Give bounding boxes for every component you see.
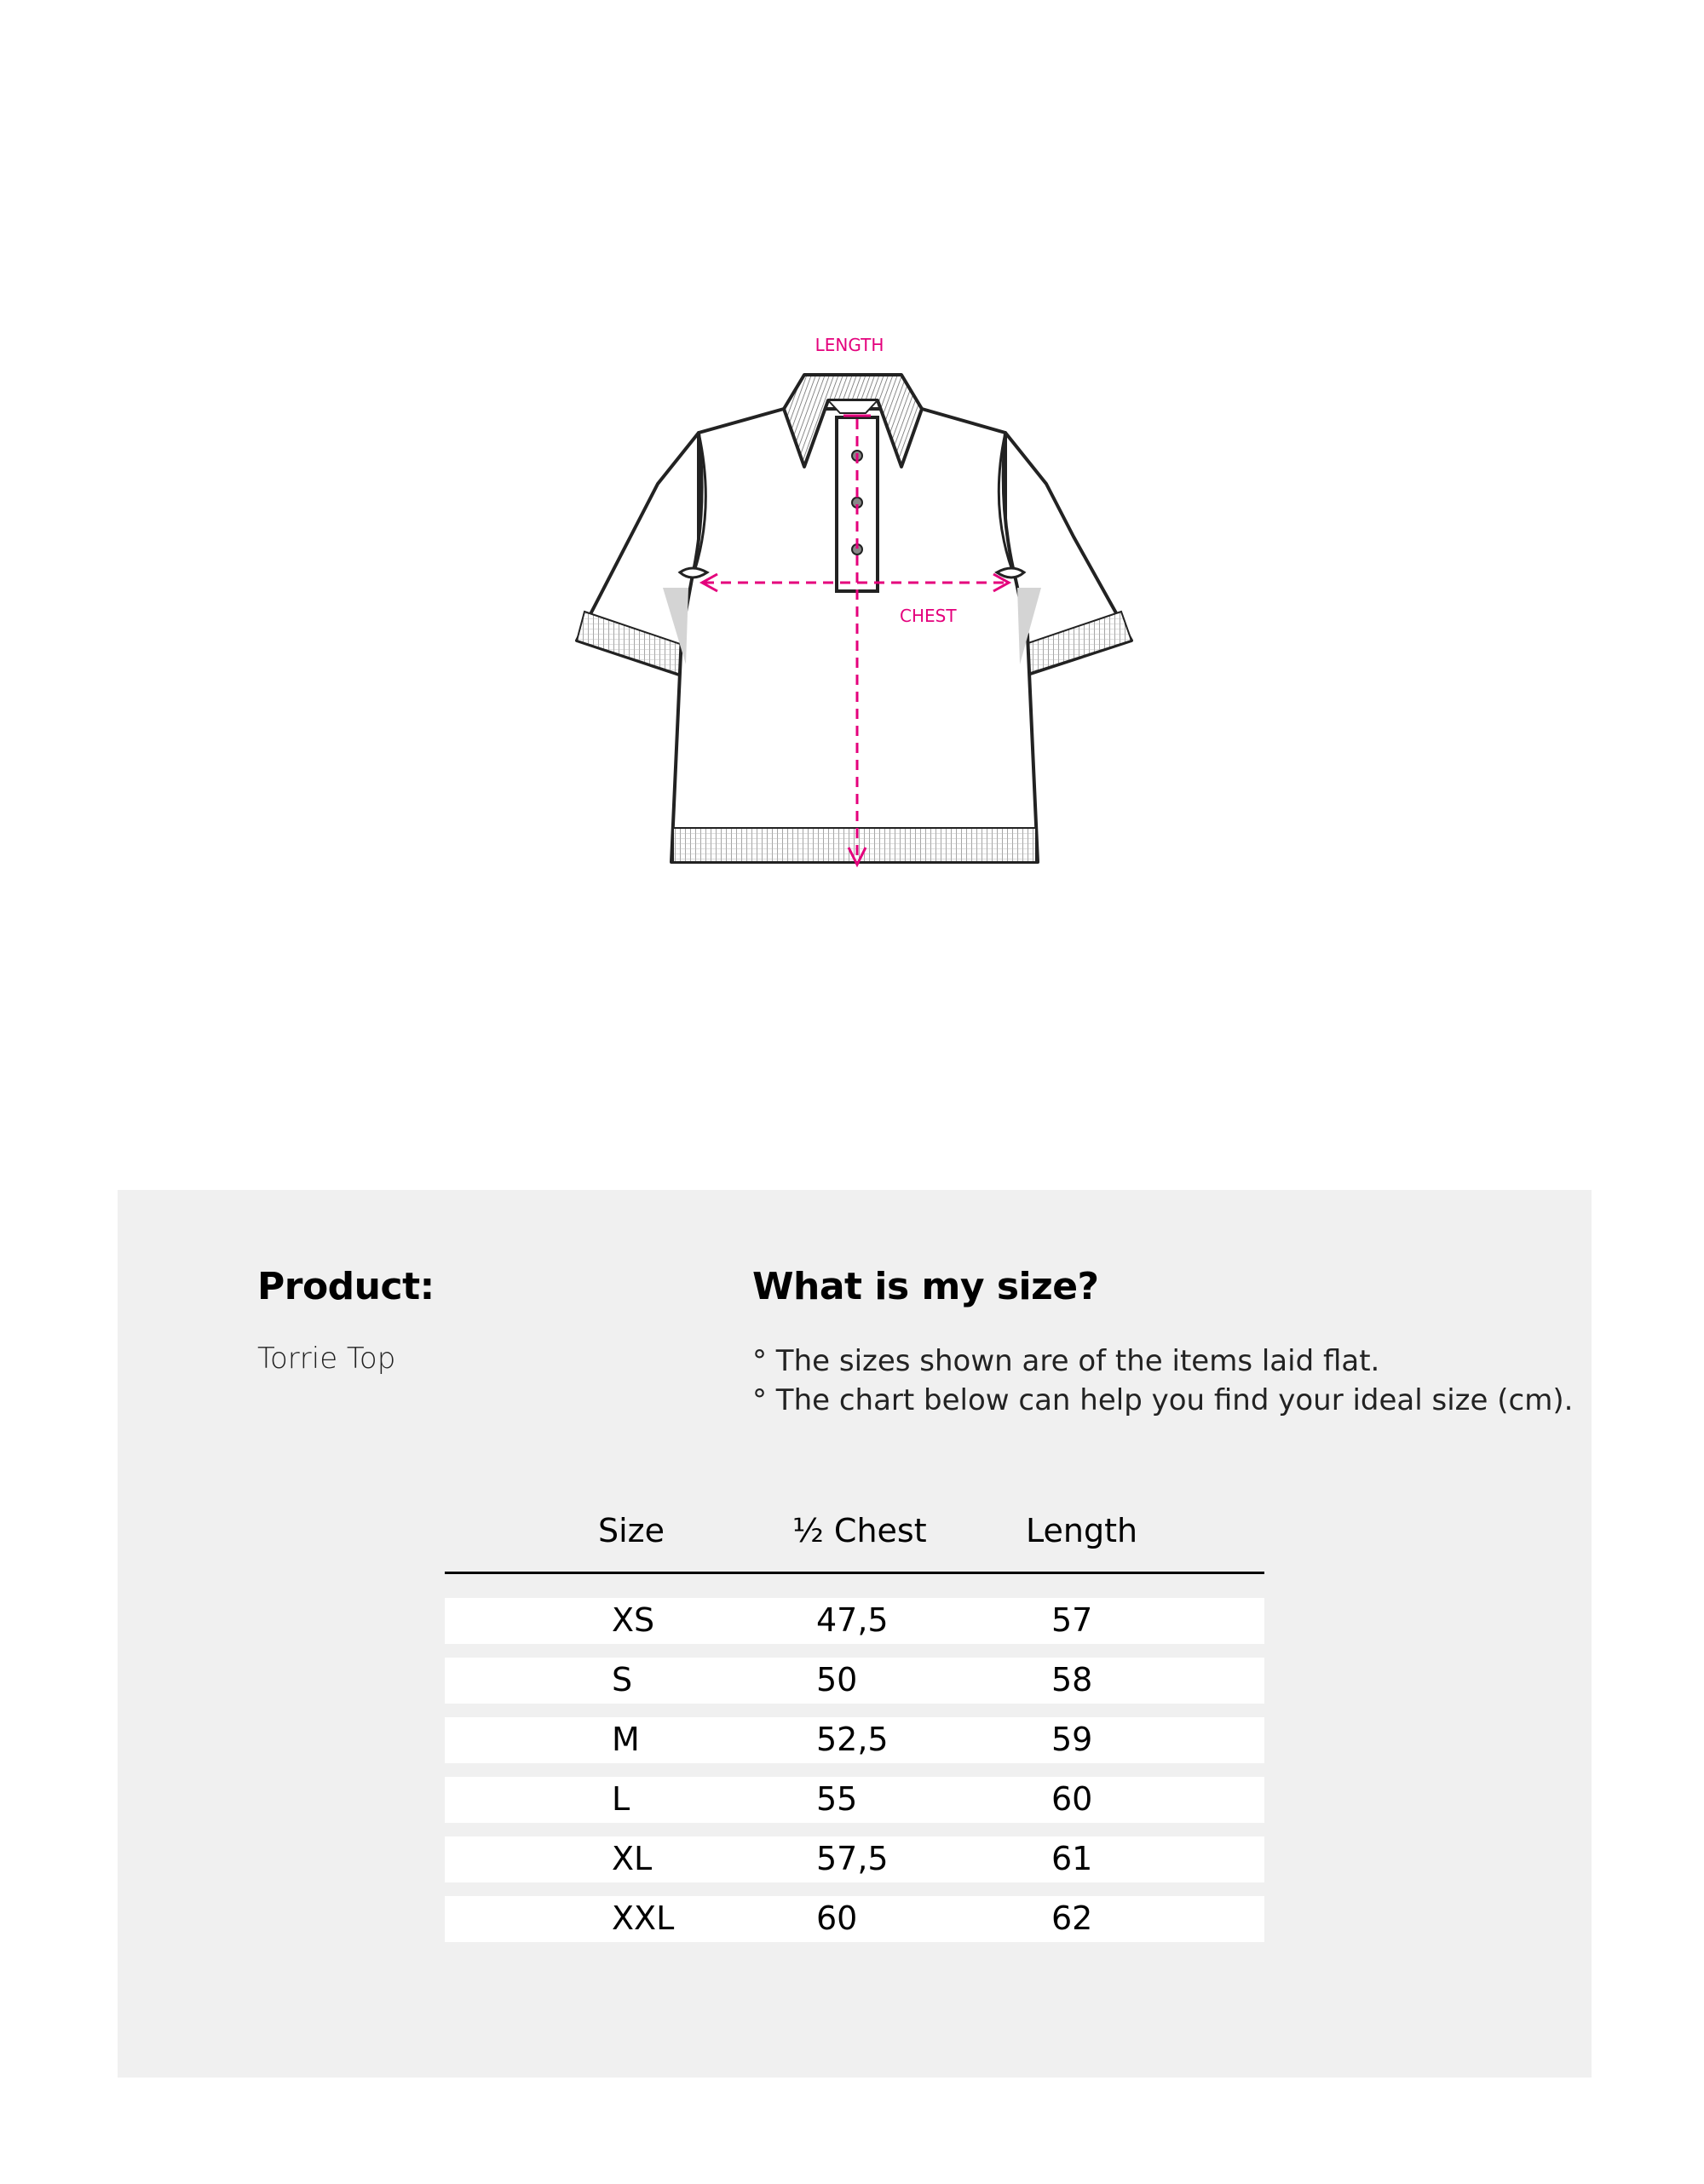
table-row [445,1896,1264,1942]
table-row [445,1777,1264,1823]
cell-size: XS [612,1601,655,1639]
size-guide-panel [118,1190,1592,2078]
cell-length: 61 [1051,1840,1093,1877]
cell-length: 57 [1051,1601,1093,1639]
table-row [445,1836,1264,1882]
cell-length: 60 [1051,1780,1093,1818]
size-note: ° The chart below can help you find your ideal size (cm). [752,1383,1574,1417]
table-row [445,1658,1264,1704]
size-help-heading: What is my size? [752,1265,1099,1308]
header-half-chest: ½ Chest [792,1512,927,1549]
cell-length: 59 [1051,1721,1093,1758]
cell-half-chest: 57,5 [816,1840,889,1877]
cell-half-chest: 47,5 [816,1601,889,1639]
length-label: LENGTH [815,335,884,355]
size-note: ° The sizes shown are of the items laid flat. [752,1344,1380,1378]
header-size: Size [598,1512,665,1549]
size-table-header [445,1505,1264,1574]
cell-length: 58 [1051,1661,1093,1698]
cell-size: XXL [612,1900,675,1937]
cell-half-chest: 55 [816,1780,858,1818]
table-row [445,1598,1264,1644]
cell-half-chest: 52,5 [816,1721,889,1758]
cell-size: S [612,1661,633,1698]
garment-diagram [0,0,1704,937]
cell-size: M [612,1721,640,1758]
table-row [445,1717,1264,1763]
cell-half-chest: 50 [816,1661,858,1698]
cell-half-chest: 60 [816,1900,858,1937]
size-table-body [445,1598,1264,1942]
product-name: Torrie Top [257,1342,396,1376]
cell-length: 62 [1051,1900,1093,1937]
cell-size: XL [612,1840,653,1877]
size-help-notes [752,1342,1573,1420]
header-length: Length [1026,1512,1138,1549]
cell-size: L [612,1780,630,1818]
size-table [445,1505,1264,1956]
polo-shirt-illustration [0,0,1704,937]
chest-label: CHEST [900,606,957,626]
product-heading: Product: [257,1265,435,1308]
